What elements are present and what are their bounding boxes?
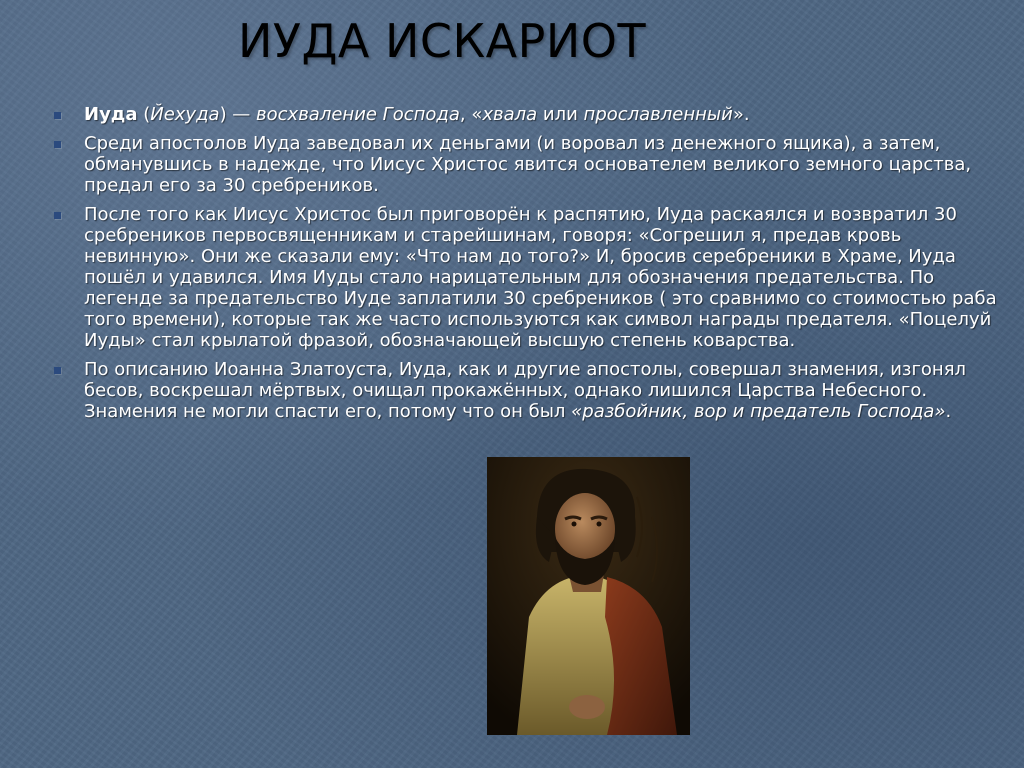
text-fragment: . — [945, 401, 952, 422]
bullet-text — [84, 359, 966, 422]
bullet-item-name — [52, 104, 1014, 125]
text-fragment: ». — [732, 104, 750, 125]
bullet-square-icon — [54, 367, 61, 374]
bullet-square-icon — [54, 212, 61, 219]
meaning-text-2: хвала — [482, 104, 538, 125]
meaning-text-3: прославленный — [583, 104, 733, 125]
text-fragment: или — [537, 104, 584, 125]
portrait-painting — [487, 457, 690, 735]
slide-title: ИУДА ИСКАРИОТ — [238, 14, 647, 68]
judas-portrait-icon — [487, 457, 690, 735]
quote-text: «разбойник, вор и предатель Господа» — [571, 401, 946, 422]
bullet-text: Среди апостолов Иуда заведовал их деньгами (и воровал из денежного ящика), а затем, обманувшись в надежде, что Иисус Христос явится основателем великого земного царства, предал его за 30 сребреников. — [84, 133, 972, 196]
bullet-item-apostles — [52, 133, 1014, 196]
bullet-item-betrayal — [52, 204, 1014, 351]
meaning-text: восхваление Господа — [256, 104, 460, 125]
text-fragment: По описанию Иоанна Златоуста, Иуда, как и другие апостолы, совершал знамения, изгонял бесов, воскрешал мёртвых, очищал прокажённых, однако лишился Царства Небесного. Знамения не могли спасти его, потому что он был — [84, 359, 967, 422]
bullet-text — [84, 104, 750, 125]
bullet-square-icon — [54, 112, 61, 119]
text-fragment: ( — [137, 104, 151, 125]
name-term: Иуда — [84, 104, 138, 125]
text-fragment: ) — — [219, 104, 257, 125]
text-fragment: , « — [459, 104, 483, 125]
bullet-item-chrysostom — [52, 359, 1014, 422]
hebrew-name: Йехуда — [150, 104, 220, 125]
bullet-list — [52, 104, 1014, 430]
bullet-text: После того как Иисус Христос был приговорён к распятию, Иуда раскаялся и возвратил 30 сребреников первосвященникам и старейшинам, говоря: «Согрешил я, предав кровь невинную». Они же сказали ему: «Что нам до того?» И, бросив серебреники в Храме, Иуда пошёл и удавился. Имя Иуды стало нарицательным для обозначения предательства. По легенде за предательство Иуде заплатили 30 сребреников ( это сравнимо со стоимостью раба того времени), которые так же часто используются как символ награды предателя. «Поцелуй Иуды» стал крылатой фразой, обозначающей высшую степень коварства. — [84, 204, 997, 351]
bullet-square-icon — [54, 141, 61, 148]
